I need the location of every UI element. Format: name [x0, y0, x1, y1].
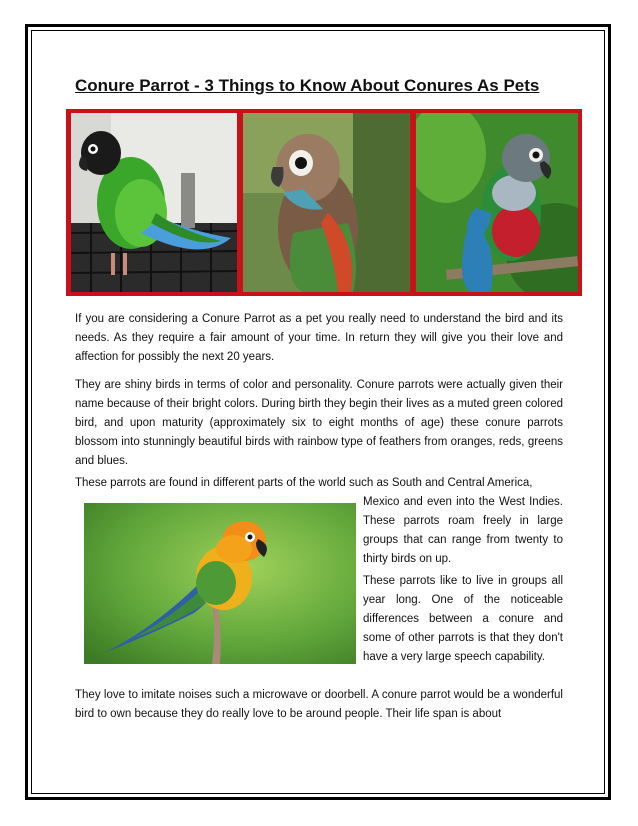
conure-illustration-1 [71, 113, 237, 292]
paragraph-habitat-lead: These parrots are found in different parts of the world such as South and Central America, [75, 477, 533, 489]
sun-conure-illustration [84, 503, 356, 664]
paragraph-imitate: They love to imitate noises such a microwave or doorbell. A conure parrot would be a wonderful bird to own because they do really love to be around people. Their life span is about [75, 689, 563, 720]
paragraph-groups: These parrots like to live in groups all year long. One of the noticeable differences between a conure and some of other parrots is that they don't have a very large speech capability. [363, 575, 563, 663]
paragraph-colors: They are shiny birds in terms of color and personality. Conure parrots were actually given their name because of their bright colors. During birth they begin their lives as a muted green colored bird, and upon maturity (approximately six to eight months of age) these conure parrots blossom into stunningly beautiful birds with rainbow type of feathers from oranges, reds, greens and blues. [75, 379, 563, 467]
paragraph-intro: If you are considering a Conure Parrot as a pet you really need to understand the bird and its needs. As they require a fair amount of your time. In return they will give you their love and affection for possibly the next 20 years. [75, 313, 563, 363]
sun-conure-photo [84, 503, 356, 664]
conure-photo-1 [71, 113, 237, 292]
conure-photo-3 [416, 113, 578, 292]
paragraph-habitat-wrap: Mexico and even into the West Indies. These parrots roam freely in large groups that can range from twenty to thirty birds on up. [363, 496, 563, 565]
conure-illustration-3 [416, 113, 578, 292]
document-title: Conure Parrot - 3 Things to Know About Conures As Pets [75, 76, 540, 95]
conure-photo-2 [243, 113, 410, 292]
conure-illustration-2 [243, 113, 410, 292]
